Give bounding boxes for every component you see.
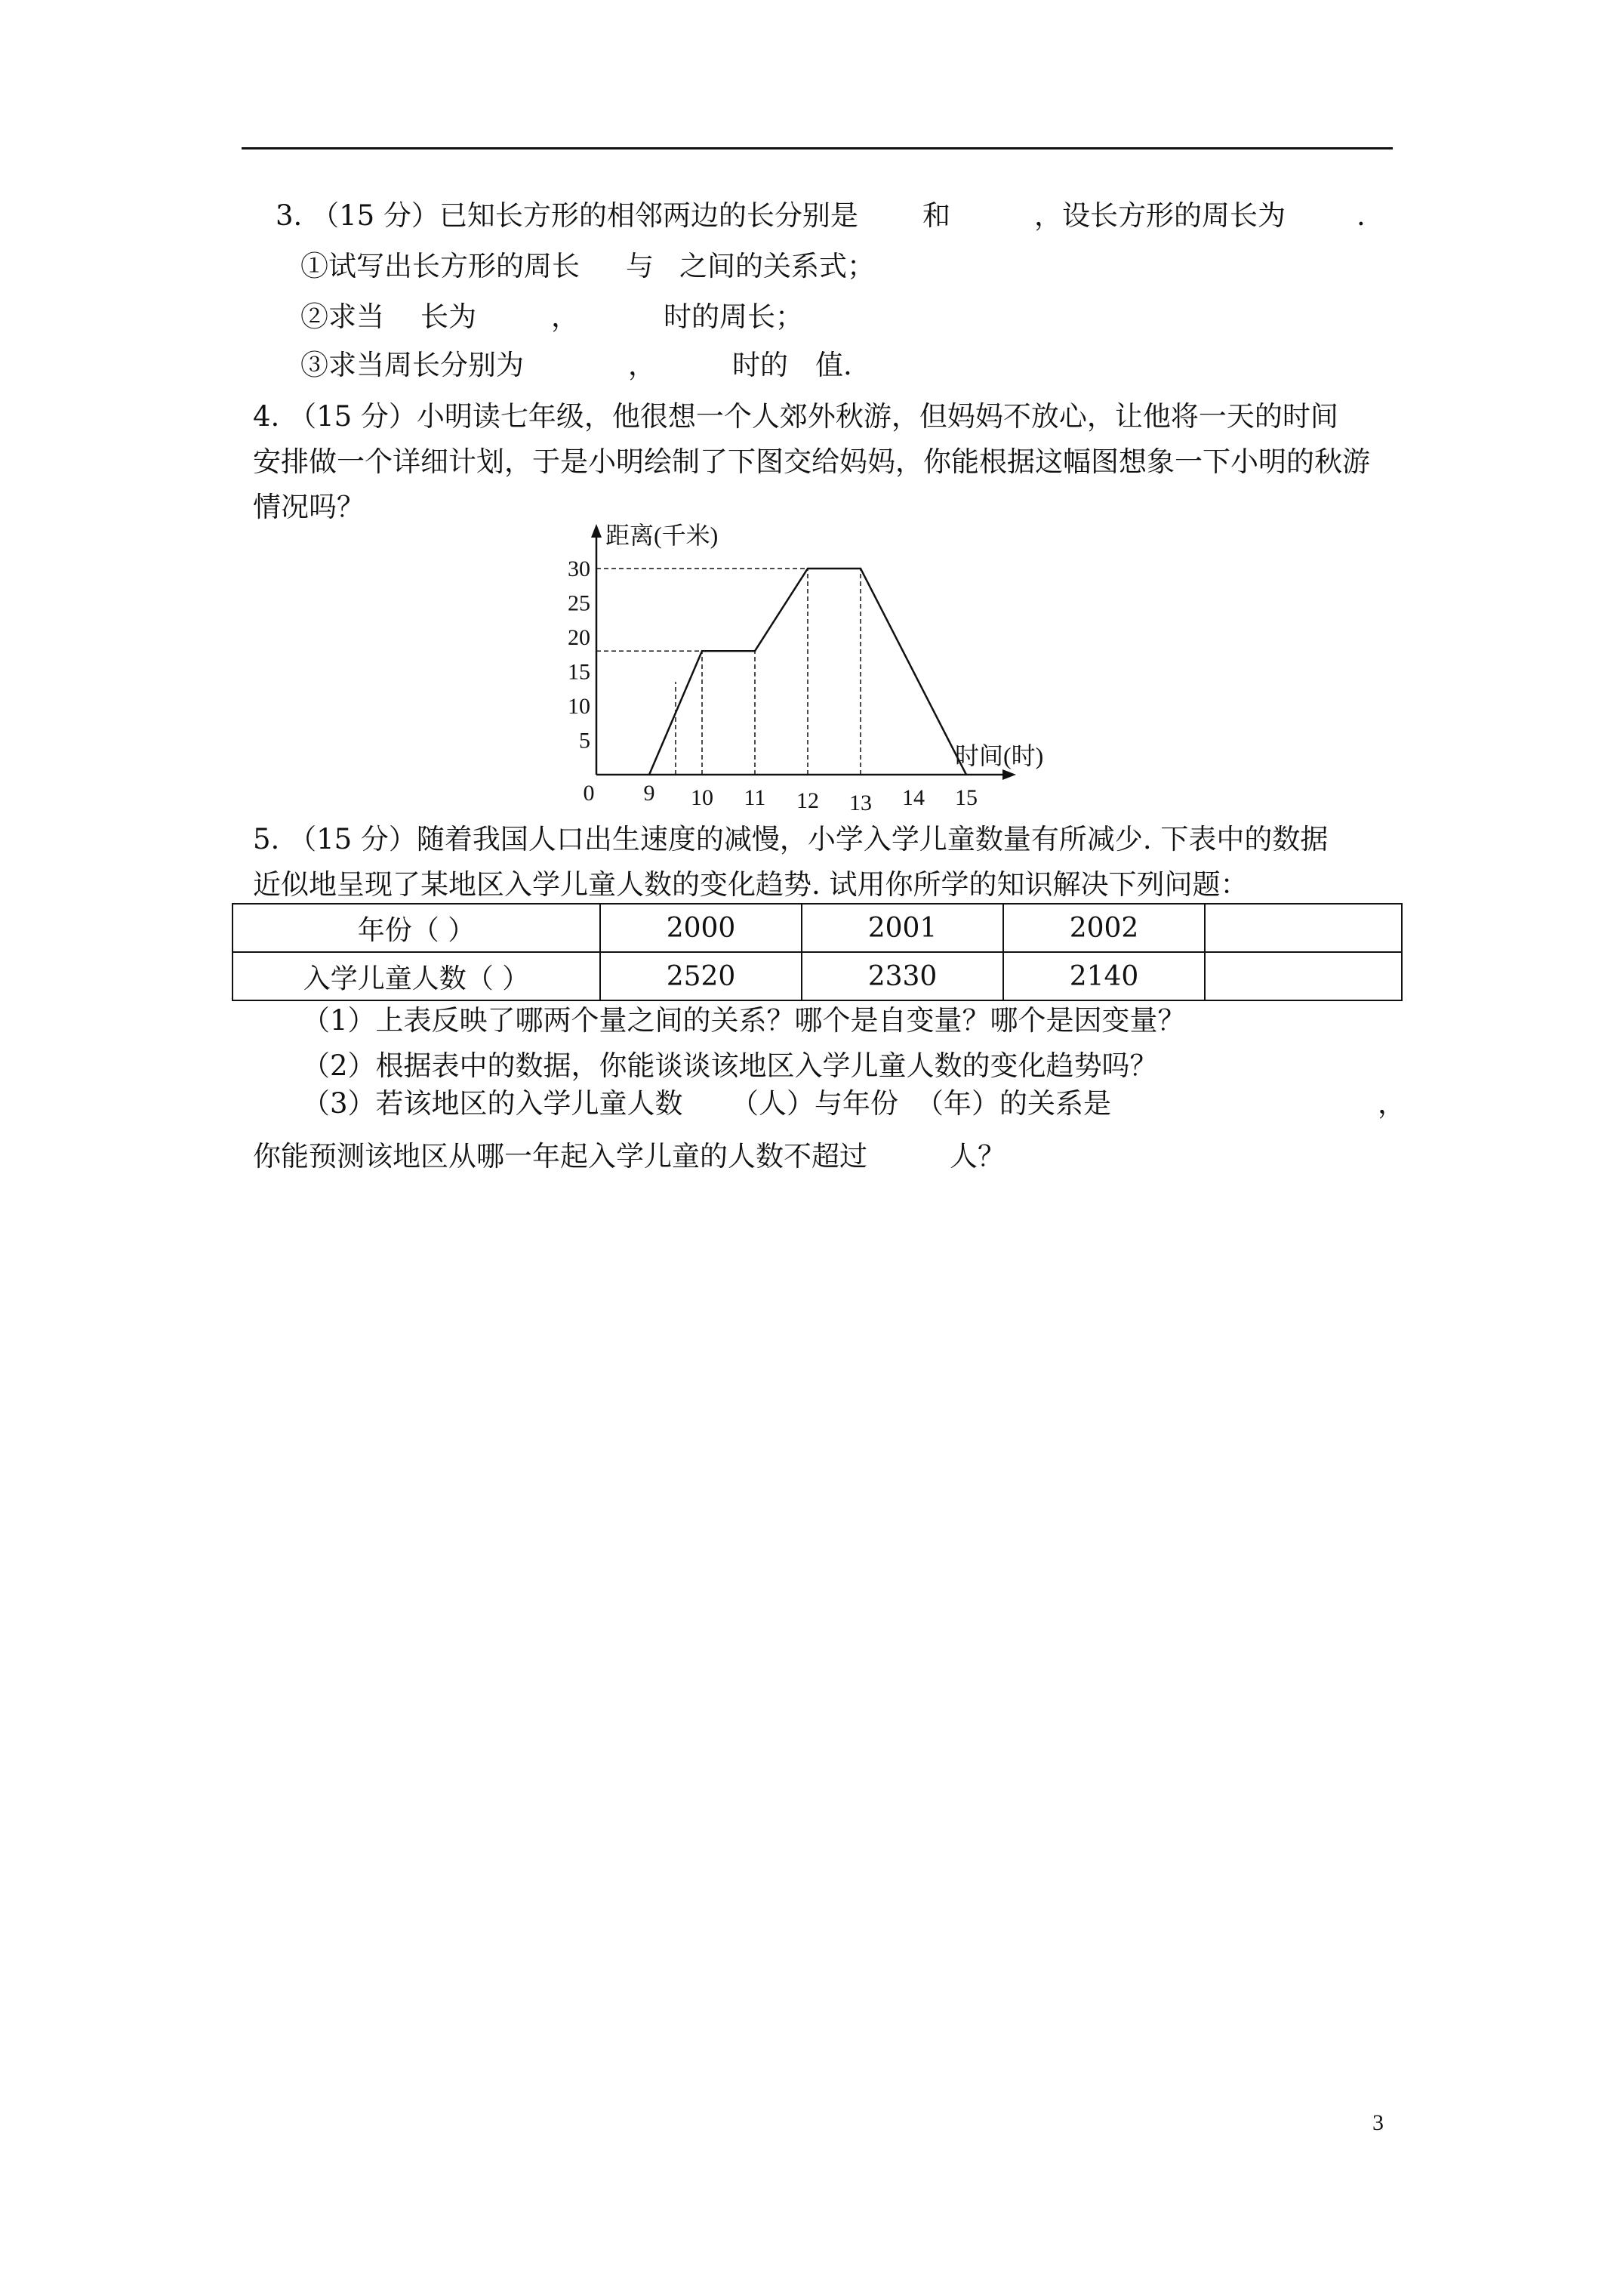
table-cell: 2001 (802, 904, 1003, 952)
q4-line-2: 安排做一个详细计划，于是小明绘制了下图交给妈妈，你能根据这幅图想象一下小明的秋游 (253, 445, 1370, 478)
table-cell: 2000 (600, 904, 802, 952)
q5-sub-3-line-2b: 人？ (950, 1140, 1006, 1173)
table-cell: 2002 (1003, 904, 1205, 952)
x-tick-label: 11 (744, 785, 766, 810)
q3-text-and: 和 (922, 199, 950, 232)
q3-text: 3. （15 分）已知长方形的相邻两边的长分别是 (276, 199, 858, 232)
q3-text-perimeter: ，设长方形的周长为 (1034, 199, 1286, 232)
x-tick-label: 10 (691, 785, 713, 810)
q5-line-2: 近似地呈现了某地区入学儿童人数的变化趋势. 试用你所学的知识解决下列问题： (253, 868, 1249, 901)
x-axis-label: 时间(时) (955, 742, 1044, 769)
x-tick-label: 14 (902, 785, 925, 810)
q5-sub-3: （3）若该地区的入学儿童人数 (302, 1087, 683, 1120)
y-tick-label: 15 (568, 659, 590, 685)
x-tick-label: 13 (849, 791, 872, 815)
q3-item-2b: 长为 (420, 300, 476, 333)
q5-line-1: 5. （15 分）随着我国人口出生速度的减慢，小学入学儿童数量有所减少. 下表中的数据 (253, 823, 1329, 855)
q3-item-2: ②求当 (300, 300, 384, 333)
y-axis-label: 距离(千米) (605, 522, 719, 549)
y-axis-arrow (591, 524, 602, 538)
table-cell: 2330 (802, 952, 1003, 1000)
q3-item-3b: ， (628, 349, 656, 381)
x-tick-label: 9 (643, 781, 655, 806)
q5-sub-1: （1）上表反映了哪两个量之间的关系？哪个是自变量？哪个是因变量？ (302, 1004, 1186, 1037)
q5-sub-3d: ， (1378, 1087, 1406, 1120)
q5-sub-3c: （年）的关系是 (916, 1087, 1111, 1120)
q3-item-2c: ， (551, 300, 579, 333)
q3-item-2d: 时的周长； (664, 300, 803, 333)
table-row (233, 952, 1402, 1000)
q5-sub-3-line-2: 你能预测该地区从哪一年起入学儿童的人数不超过 (253, 1140, 867, 1173)
q3-text-end: . (1357, 199, 1366, 232)
table-cell (1205, 952, 1402, 1000)
y-tick-label: 5 (579, 728, 590, 754)
q3-item-3c: 时的 (732, 349, 788, 381)
table-cell: 2520 (600, 952, 802, 1000)
page-number: 3 (1372, 2110, 1384, 2135)
q4-line-1: 4. （15 分）小明读七年级，他很想一个人郊外秋游，但妈妈不放心，让他将一天的时间 (253, 400, 1338, 433)
table-row-header: 年份（ ） (233, 904, 600, 952)
x-tick-label: 12 (796, 788, 819, 813)
y-tick-label: 20 (568, 625, 590, 650)
q3-item-3: ③求当周长分别为 (300, 349, 524, 381)
q3-item-1: ①试写出长方形的周长 (300, 250, 580, 282)
q3-item-3d: 值. (815, 349, 852, 381)
x-axis-arrow (1002, 769, 1016, 780)
q5-sub-2: （2）根据表中的数据，你能谈谈该地区入学儿童人数的变化趋势吗？ (302, 1049, 1158, 1082)
table-cell (1205, 904, 1402, 952)
distance-time-chart (528, 506, 1102, 823)
y-tick-label: 30 (568, 556, 590, 581)
q5-sub-3b: （人）与年份 (731, 1087, 898, 1120)
y-tick-label: 25 (568, 590, 590, 616)
x-tick-label: 15 (955, 785, 978, 810)
q4-line-3: 情况吗？ (253, 491, 365, 523)
enrollment-table (232, 903, 1403, 1001)
table-row-header: 入学儿童人数（ ） (233, 952, 600, 1000)
table-cell: 2140 (1003, 952, 1205, 1000)
table-row (233, 904, 1402, 952)
y-tick-label: 10 (568, 694, 590, 719)
x-tick-label: 0 (583, 781, 595, 806)
header-rule (242, 147, 1393, 149)
q3-item-1b: 与 (626, 250, 654, 282)
q3-item-1c: 之间的关系式； (679, 250, 875, 282)
